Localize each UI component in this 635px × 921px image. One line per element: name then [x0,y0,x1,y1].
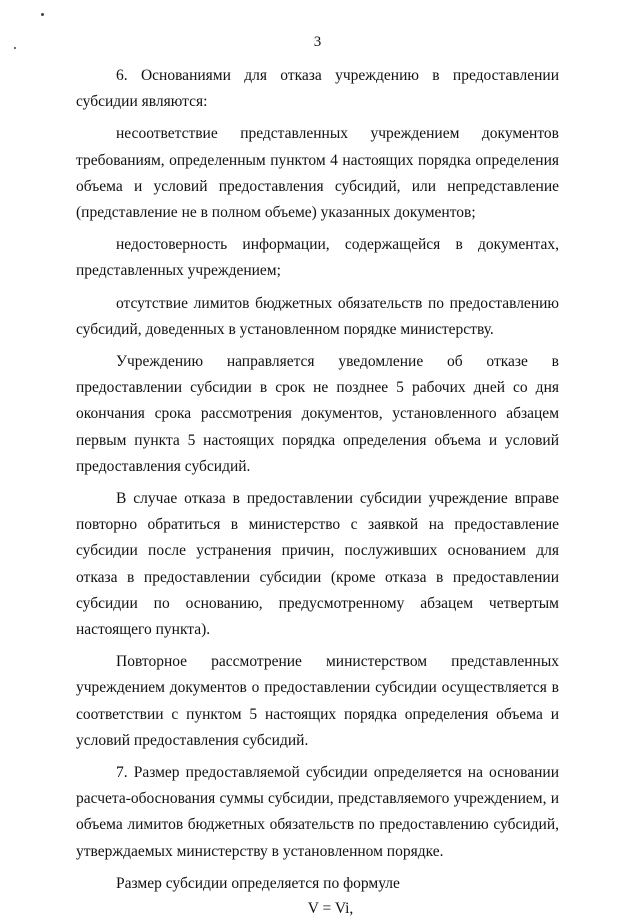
paragraph-formula-intro: Размер субсидии определяется по формуле [116,874,400,892]
scan-speck [41,13,44,16]
page-number: 3 [313,34,322,50]
paragraph-reapplication: В случае отказа в предоставлении субсидии учреждение вправе повторно обратиться в министерство с заявкой на предоставление субсидии после устранения причин, послуживших основанием для отказа в предоставлении субсидии (кроме отказа в предоставлении субсидии по основанию, предусмотренному абзацем четвертым настоящего пункта). [76,490,559,639]
paragraph-repeat-review: Повторное рассмотрение министерством представленных учреждением документов о предоставлении субсидии осуществляется в соответствии с пунктом 5 настоящих порядка определения объема и условий предоставления субсидий. [76,653,559,749]
formula: V = Vi, [307,900,354,918]
paragraph-reason-2: недостоверность информации, содержащейся в документах, представленных учреждением; [76,236,559,280]
document-body [76,63,559,921]
paragraph-reason-1: несоответствие представленных учреждением документов требованиям, определенным пунктом 4 настоящих порядка определения объема и условий предоставления субсидий, или непредставление (представление не в полном объеме) указанных документов; [76,125,559,222]
paragraph-7-heading: 7. Размер предоставляемой субсидии определяется на основании расчета-обоснования суммы субсидии, представляемого учреждением, и объема лимитов бюджетных обязательств по предоставлению субсидий, утверждаемых министерству в установленном порядке. [76,764,559,860]
paragraph-6-heading: 6. Основаниями для отказа учреждению в предоставлении субсидии являются: [76,67,559,111]
paragraph-notification: Учреждению направляется уведомление об отказе в предоставлении субсидии в срок не позднее 5 рабочих дней со дня окончания срока рассмотрения документов, установленного абзацем первым пункта 5 настоящих порядка определения объема и условий предоставления субсидий. [76,353,559,475]
paragraph-reason-3: отсутствие лимитов бюджетных обязательств по предоставлению субсидий, доведенных в установленном порядке министерству. [76,294,559,338]
